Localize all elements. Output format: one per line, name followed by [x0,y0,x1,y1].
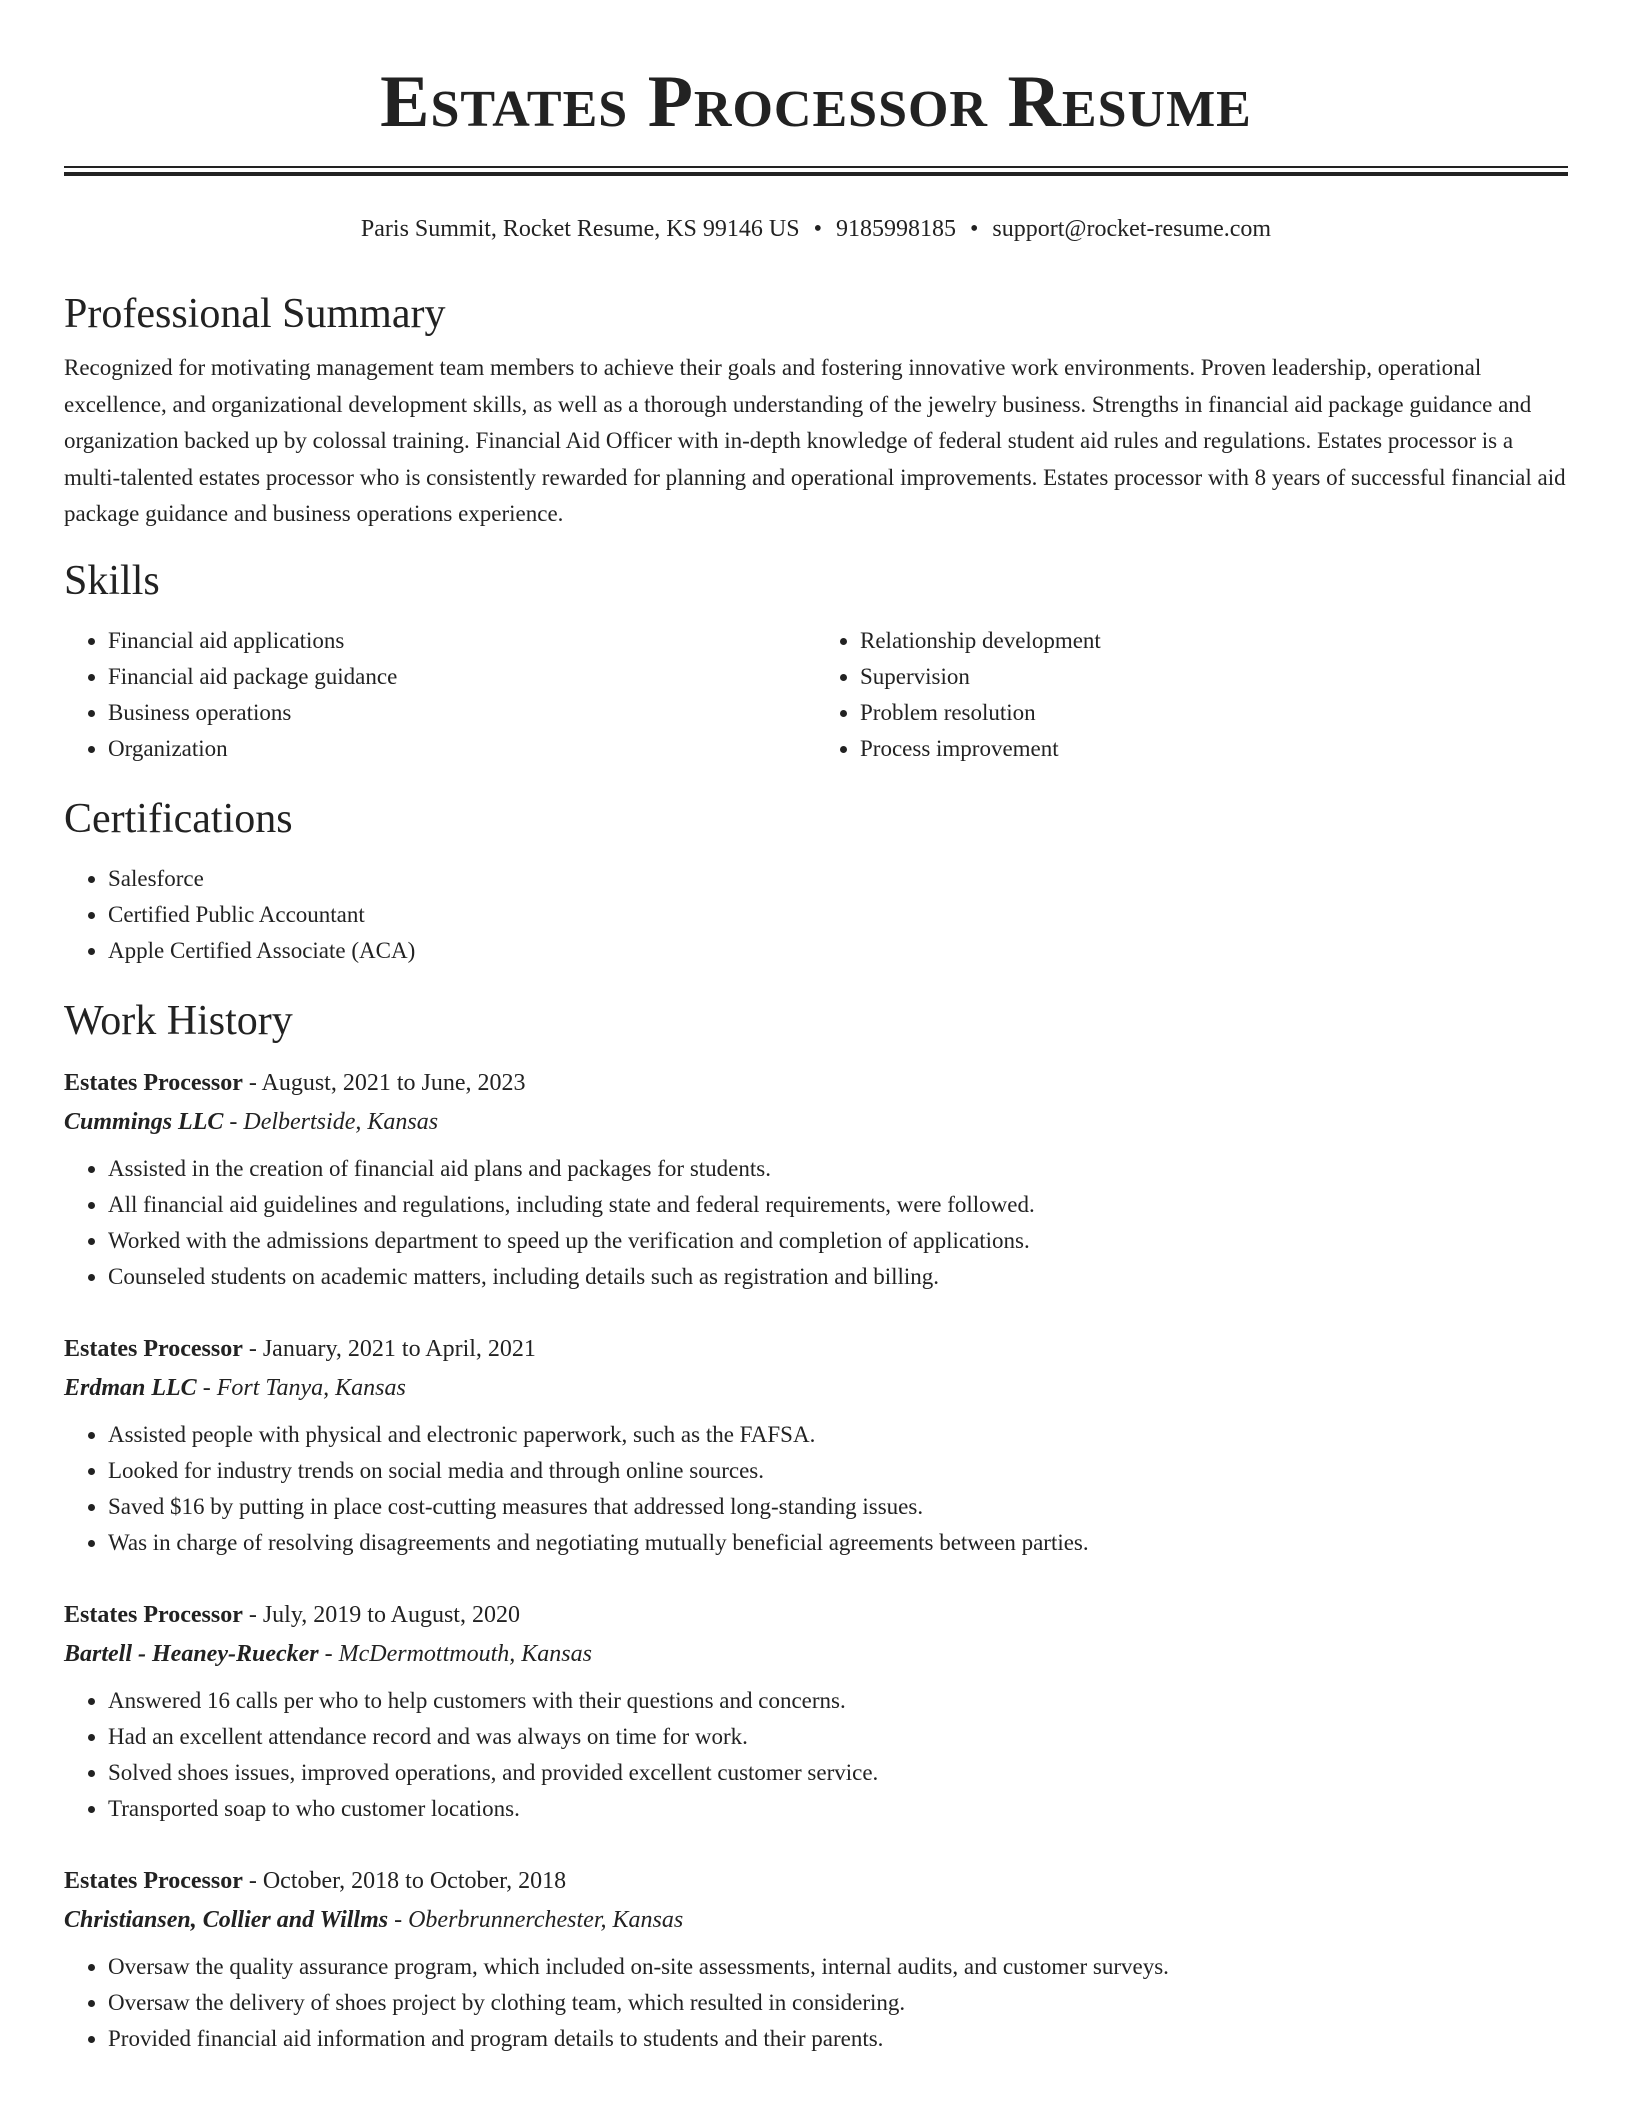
work-history-section [64,995,1568,2057]
summary-text: Recognized for motivating management team members to achieve their goals and fostering innovative work environments. Proven leadership, operational excellence, and organizational development skills, as well as a thorough understanding of the jewelry business. Strengths in financial aid package guidance and organization backed up by colossal training. Financial Aid Officer with in-depth knowledge of federal student aid rules and regulations. Estates processor is a multi-talented estates processor who is consistently rewarded for planning and operational improvements. Estates processor with 8 years of successful financial aid package guidance and business operations experience. [64,355,1566,526]
job-bullet: • Worked with the admissions department to speed up the verification and completion of applications. [108,1223,1568,1259]
job-company: Erdman LLC [64,1374,197,1401]
job-bullet-list [64,1949,1568,2057]
job-bullet: • Assisted in the creation of financial aid plans and packages for students. [108,1151,1568,1187]
skill-item: • Problem resolution [860,695,1568,731]
section-heading-work-history: Work History [64,997,293,1044]
skills-list-left [64,623,816,767]
skill-item: • Supervision [860,659,1568,695]
job-bullet: • Solved shoes issues, improved operations, and provided excellent customer service. [108,1755,1568,1791]
resume-title: Estates Processor Resume [380,61,1252,143]
job-company: Christiansen, Collier and Willms [64,1906,389,1933]
job-title: Estates Processor [64,1335,243,1362]
job-title: Estates Processor [64,1069,243,1096]
skill-item: • Financial aid applications [108,623,816,659]
contact-email: support@rocket-resume.com [992,216,1272,242]
job-bullet: • Oversaw the quality assurance program, which included on-site assessments, internal audits, and customer surveys. [108,1949,1568,1985]
job-dates: - January, 2021 to April, 2021 [242,1335,536,1362]
certification-item: • Apple Certified Associate (ACA) [108,933,1568,969]
job-company-line [64,1635,1568,1673]
job-dates: - July, 2019 to August, 2020 [242,1601,520,1628]
section-heading-skills: Skills [64,557,160,604]
job-bullet: • Saved $16 by putting in place cost-cutting measures that addressed long-standing issues. [108,1489,1568,1525]
skills-column-left [64,623,816,767]
professional-summary-section [64,288,1568,533]
job-bullet: • Looked for industry trends on social media and through online sources. [108,1453,1568,1489]
certifications-list [64,861,1568,969]
job-title: Estates Processor [64,1867,243,1894]
contact-line [64,212,1568,246]
job-company-line [64,1369,1568,1407]
job-bullet: • Assisted people with physical and electronic paperwork, such as the FAFSA. [108,1417,1568,1453]
skill-item: • Organization [108,731,816,767]
job-entry [64,1595,1568,1827]
job-bullet: • Had an excellent attendance record and was always on time for work. [108,1719,1568,1755]
job-company: Bartell - Heaney-Ruecker [64,1640,319,1667]
job-dates: - August, 2021 to June, 2023 [242,1069,526,1096]
job-bullet: • Oversaw the delivery of shoes project by clothing team, which resulted in considering. [108,1985,1568,2021]
job-bullet: • All financial aid guidelines and regulations, including state and federal requirements, were followed. [108,1187,1568,1223]
job-bullet-list [64,1683,1568,1827]
job-location: - Oberbrunnerchester, Kansas [388,1906,684,1933]
certifications-section [64,793,1568,969]
skill-item: • Business operations [108,695,816,731]
job-title: Estates Processor [64,1601,243,1628]
contact-phone: 9185998185 [836,216,956,242]
contact-separator: • [970,216,979,242]
certification-item: • Salesforce [108,861,1568,897]
skill-item: • Process improvement [860,731,1568,767]
section-heading-certifications: Certifications [64,795,293,842]
job-title-line [64,1063,1568,1103]
contact-separator: • [813,216,822,242]
job-title-line [64,1595,1568,1635]
job-entry [64,1063,1568,1295]
job-company: Cummings LLC [64,1108,224,1135]
contact-address: Paris Summit, Rocket Resume, KS 99146 US [360,216,800,242]
job-company-line [64,1103,1568,1141]
certification-item: • Certified Public Accountant [108,897,1568,933]
skills-list-right [816,623,1568,767]
job-bullet-list [64,1151,1568,1295]
job-location: - Delbertside, Kansas [223,1108,439,1135]
job-bullet: • Was in charge of resolving disagreements and negotiating mutually beneficial agreements between parties. [108,1525,1568,1561]
skills-column-right [816,623,1568,767]
job-dates: - October, 2018 to October, 2018 [242,1867,567,1894]
job-entry [64,1329,1568,1561]
title-divider [64,166,1568,176]
job-location: - Fort Tanya, Kansas [196,1374,406,1401]
job-bullet: • Transported soap to who customer locations. [108,1791,1568,1827]
job-location: - McDermottmouth, Kansas [318,1640,592,1667]
skill-item: • Financial aid package guidance [108,659,816,695]
job-title-line [64,1861,1568,1901]
job-bullet-list [64,1417,1568,1561]
job-title-line [64,1329,1568,1369]
job-company-line [64,1901,1568,1939]
job-bullet: • Provided financial aid information and program details to students and their parents. [108,2021,1568,2057]
section-heading-summary: Professional Summary [64,291,446,337]
job-bullet: • Counseled students on academic matters, including details such as registration and billing. [108,1259,1568,1295]
job-bullet: • Answered 16 calls per who to help customers with their questions and concerns. [108,1683,1568,1719]
skills-section [64,555,1568,767]
skill-item: • Relationship development [860,623,1568,659]
skills-grid [64,623,1568,767]
job-entry [64,1861,1568,2057]
